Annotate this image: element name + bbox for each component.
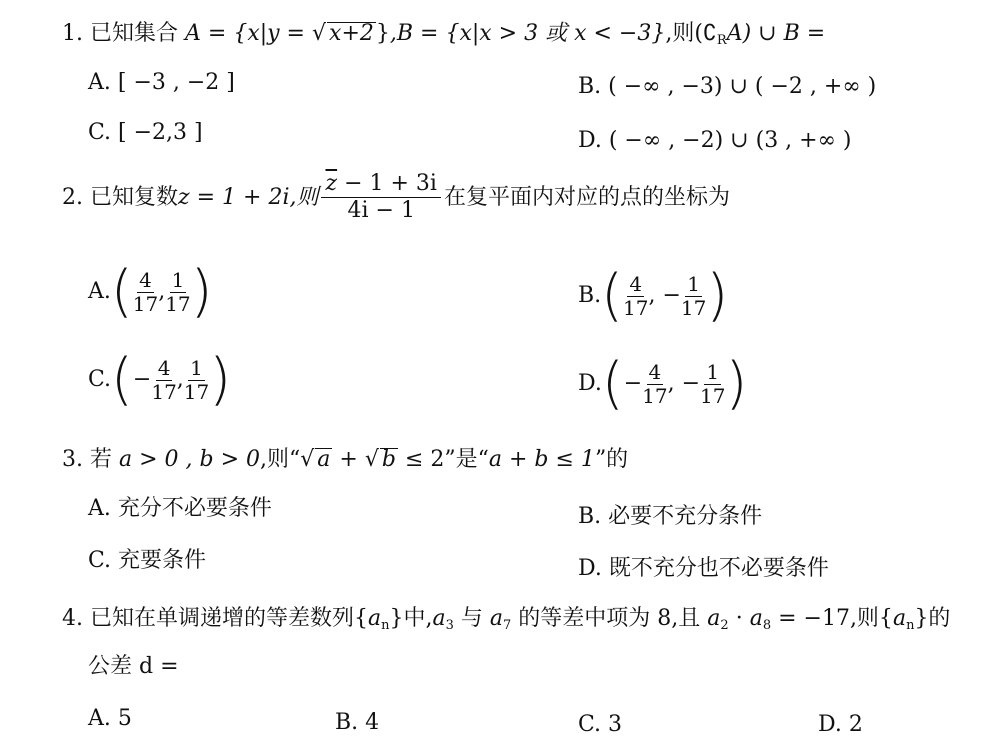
question-4-stem: 4. 已知在单调递增的等差数列$\{a_n\}$中$,a_3$ 与 $a_7$ 的等差中项为 8,且 $a_2 \cdot a_8 = -17$,则$\{a_n\}$的 <box>62 606 951 633</box>
question-number: 3. <box>62 447 83 472</box>
question-3-stem: 3. 若 a > 0 , b > 0,则“√ a + √ b ≤ 2”是“a + b ≤ 1”的 <box>62 447 629 472</box>
q1-option-c: C. [ −2,3 ] <box>88 120 203 145</box>
question-number: 2. <box>62 184 83 210</box>
q2-option-a: A. ( $\frac{4}{17}$ , $\frac{1}{17}$ ) <box>88 259 213 324</box>
q2-option-c: C. ( − $\frac{4}{17}$ , $\frac{1}{17}$ ) <box>88 347 232 412</box>
sqrt-sign: √ <box>312 21 327 46</box>
question-4-stem-line2: 公差 d = <box>88 654 179 679</box>
q1-option-d: D. ( −∞ , −2) ∪ (3 , +∞ ) <box>578 128 852 153</box>
q4-option-a: A. 5 <box>88 706 132 731</box>
question-number: 1. <box>62 21 83 46</box>
fraction: $\frac{\overline{z} - 1 + 3i}{4i - 1}$ <box>321 172 440 223</box>
q3-option-c: C. 充要条件 <box>88 548 207 573</box>
q2-option-b: B. ( $\frac{4}{17}$ , − $\frac{1}{17}$ ) <box>578 263 729 328</box>
q3-option-b: B. 必要不充分条件 <box>578 504 763 529</box>
q4-option-d: D. 2 <box>818 712 863 737</box>
question-1-stem: 1. 已知集合 A = {x|y = √ x+2},B = {x|x > 3 或 x < −3},则$(∁_RA)$ ∪ B = <box>62 21 826 48</box>
q3-option-a: A. 充分不必要条件 <box>88 496 272 521</box>
q3-option-d: D. 既不充分也不必要条件 <box>578 556 829 581</box>
q1-option-b: B. ( −∞ , −3) ∪ ( −2 , +∞ ) <box>578 74 877 99</box>
question-number: 4. <box>62 606 83 631</box>
q2-option-d: D. ( − $\frac{4}{17}$ , − $\frac{1}{17}$ ) <box>578 351 748 416</box>
q4-option-b: B. 4 <box>335 710 380 735</box>
q1-option-a: A. [ −3 , −2 ] <box>88 70 235 95</box>
sqrt-sign: √ <box>364 447 379 472</box>
question-2-stem: 2. 已知复数 z = 1 + 2i,则 $\frac{\overline{z} - 1 + 3i}{4i - 1}$ 在复平面内对应的点的坐标为 <box>62 171 730 224</box>
q4-option-c: C. 3 <box>578 712 623 737</box>
sqrt-sign: √ <box>300 447 315 472</box>
